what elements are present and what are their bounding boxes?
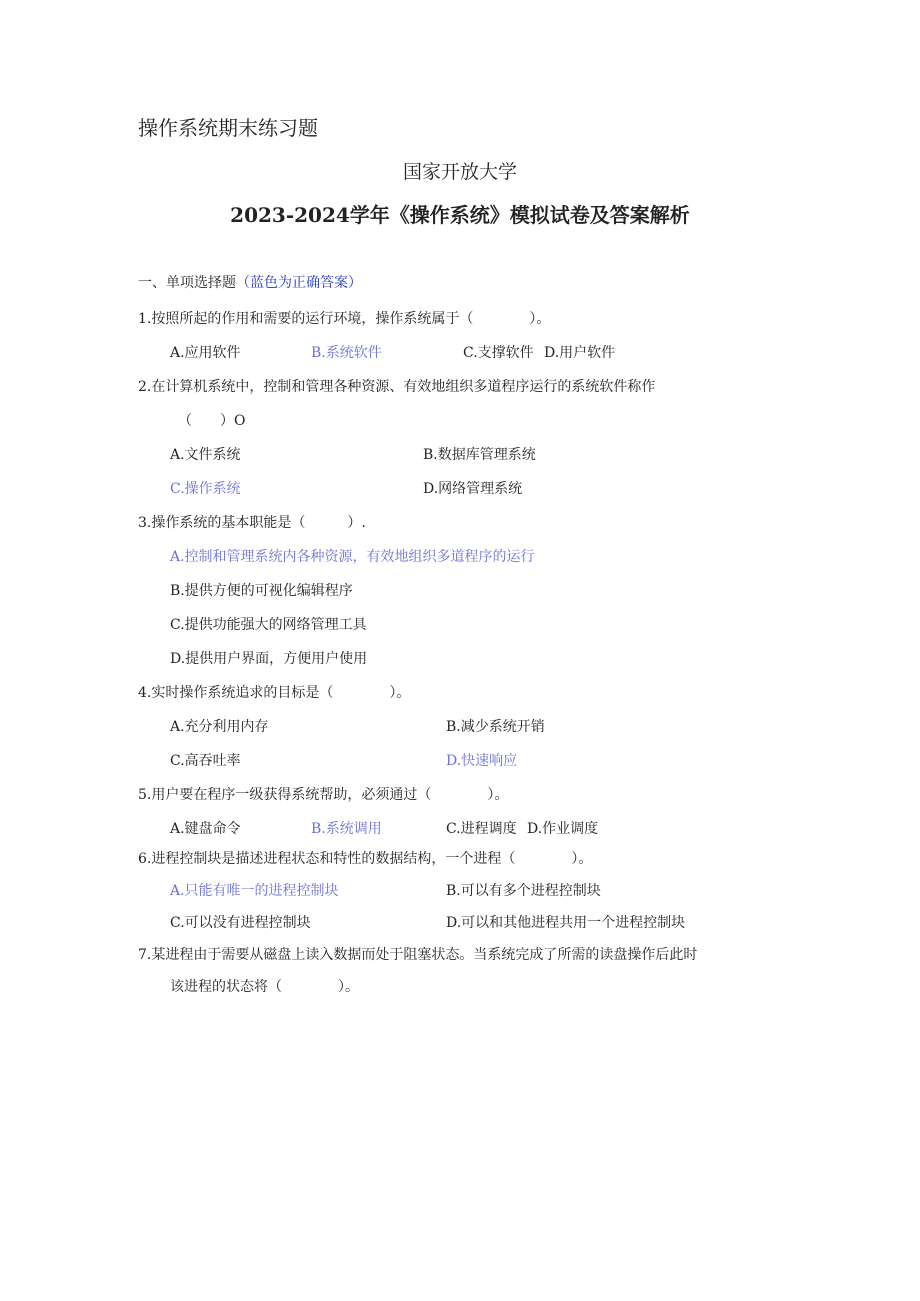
question-7-continuation: 该进程的状态将（ ）。 (170, 979, 359, 995)
section-title: 一、单项选择题 (138, 275, 236, 291)
question-text: .在计算机系统中，控制和管理各种资源、有效地组织多道程序运行的系统软件称作 (146, 379, 656, 395)
question-1 (138, 308, 550, 328)
question-4 (138, 682, 410, 702)
q2-option-c: C.操作系统 (170, 481, 241, 497)
q4-option-c: C.高吞吐率 (170, 753, 241, 769)
section-note: （蓝色为正确答案） (236, 275, 362, 291)
question-2-continuation: （ ）O (178, 413, 246, 429)
question-number: 5 (138, 787, 147, 803)
q5-option-c: C.进程调度 (446, 821, 517, 837)
q1-option-b: B.系统软件 (311, 345, 382, 361)
q3-option-a: A.控制和管理系统内各种资源，有效地组织多道程序的运行 (170, 549, 535, 565)
q4-option-d: D.快速响应 (446, 753, 518, 769)
q4-option-b: B.减少系统开销 (446, 719, 545, 735)
question-7 (138, 944, 697, 964)
question-text: .某进程由于需要从磁盘上读入数据而处于阻塞状态。当系统完成了所需的读盘操作后此时 (146, 947, 698, 963)
header-title: 操作系统期末练习题 (138, 116, 318, 140)
q6-option-b: B.可以有多个进程控制块 (446, 883, 601, 899)
q6-option-d: D.可以和其他进程共用一个进程控制块 (446, 915, 686, 931)
question-text: .进程控制块是描述进程状态和特性的数据结构，一个进程（ ）。 (146, 851, 593, 867)
school-name: 国家开放大学 (402, 161, 517, 183)
q1-option-d: D.用户软件 (544, 345, 616, 361)
question-text: .实时操作系统追求的目标是（ ）。 (146, 685, 411, 701)
q5-option-d: D.作业调度 (527, 821, 599, 837)
q3-option-b: B.提供方便的可视化编辑程序 (170, 583, 353, 599)
question-6 (138, 848, 592, 868)
q6-option-a: A.只能有唯一的进程控制块 (170, 883, 339, 899)
question-number: 7 (138, 947, 147, 963)
question-3 (138, 512, 366, 532)
question-number: 4 (138, 685, 147, 701)
exam-title: 2023-2024学年《操作系统》模拟试卷及答案解析 (230, 203, 690, 227)
q5-option-a: A.键盘命令 (170, 821, 241, 837)
section-heading (138, 272, 362, 292)
q4-option-a: A.充分利用内存 (170, 719, 269, 735)
question-number: 6 (138, 851, 147, 867)
q5-option-b: B.系统调用 (311, 821, 382, 837)
q1-option-a: A.应用软件 (170, 345, 241, 361)
q6-option-c: C.可以没有进程控制块 (170, 915, 311, 931)
q2-option-d: D.网络管理系统 (423, 481, 523, 497)
question-2 (138, 376, 655, 396)
question-5 (138, 784, 508, 804)
question-number: 3 (138, 515, 147, 531)
q2-option-b: B.数据库管理系统 (423, 447, 536, 463)
question-text: .操作系统的基本职能是（ ）. (146, 515, 366, 531)
question-text: .用户要在程序一级获得系统帮助，必须通过（ ）。 (146, 787, 509, 803)
q3-option-c: C.提供功能强大的网络管理工具 (170, 617, 367, 633)
question-text: .按照所起的作用和需要的运行环境，操作系统属于（ ）。 (146, 311, 551, 327)
question-number: 2 (138, 379, 147, 395)
q1-option-c: C.支撑软件 (463, 345, 534, 361)
question-number: 1 (138, 311, 147, 327)
q3-option-d: D.提供用户界面，方便用户使用 (170, 651, 368, 667)
q2-option-a: A.文件系统 (170, 447, 241, 463)
